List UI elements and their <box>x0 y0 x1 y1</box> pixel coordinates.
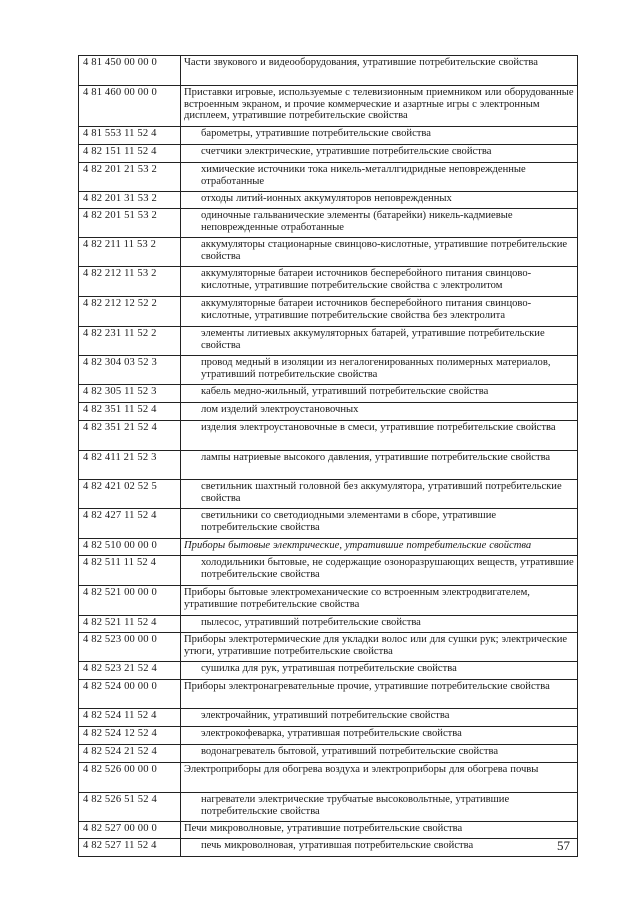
row-description: Приборы электротермические для укладки волос или для сушки рук; электрические утюги, утратившие потребительские свойства <box>181 633 578 662</box>
row-description: химические источники тока никель-металлгидридные неповрежденные отработанные <box>181 163 578 192</box>
table-row <box>79 556 578 586</box>
table-row <box>79 793 578 822</box>
row-code: 4 82 201 31 53 2 <box>79 192 181 209</box>
row-description: счетчики электрические, утратившие потребительские свойства <box>181 145 578 163</box>
row-code: 4 82 523 21 52 4 <box>79 662 181 680</box>
table-row <box>79 839 578 857</box>
row-description: Печи микроволновые, утратившие потребительские свойства <box>181 822 578 839</box>
table-row <box>79 267 578 297</box>
row-description: холодильники бытовые, не содержащие озоноразрушающих веществ, утратившие потребительские свойства <box>181 556 578 586</box>
row-description: лом изделий электроустановочных <box>181 403 578 421</box>
table-row <box>79 586 578 616</box>
row-description: Части звукового и видеооборудования, утратившие потребительские свойства <box>181 56 578 86</box>
table-row <box>79 633 578 662</box>
row-code: 4 82 524 00 00 0 <box>79 680 181 709</box>
row-description: нагреватели электрические трубчатые высоковольтные, утратившие потребительские свойства <box>181 793 578 822</box>
table-row <box>79 86 578 127</box>
row-description: барометры, утратившие потребительские свойства <box>181 127 578 145</box>
row-code: 4 82 524 21 52 4 <box>79 745 181 763</box>
table-row <box>79 56 578 86</box>
row-description: изделия электроустановочные в смеси, утратившие потребительские свойства <box>181 421 578 451</box>
row-description: аккумуляторы стационарные свинцово-кислотные, утратившие потребительские свойства <box>181 238 578 267</box>
table-row <box>79 297 578 327</box>
row-code: 4 82 526 00 00 0 <box>79 763 181 793</box>
row-description: электрочайник, утративший потребительские свойства <box>181 709 578 727</box>
row-code: 4 82 510 00 00 0 <box>79 539 181 556</box>
row-description: лампы натриевые высокого давления, утратившие потребительские свойства <box>181 451 578 480</box>
row-code: 4 82 427 11 52 4 <box>79 509 181 539</box>
row-code: 4 82 351 21 52 4 <box>79 421 181 451</box>
row-code: 4 82 411 21 52 3 <box>79 451 181 480</box>
row-code: 4 82 212 12 52 2 <box>79 297 181 327</box>
table-row <box>79 509 578 539</box>
row-description: светильники со светодиодными элементами в сборе, утратившие потребительские свойства <box>181 509 578 539</box>
row-code: 4 82 523 00 00 0 <box>79 633 181 662</box>
row-code: 4 82 527 00 00 0 <box>79 822 181 839</box>
row-code: 4 81 460 00 00 0 <box>79 86 181 127</box>
table-row <box>79 327 578 356</box>
table-row <box>79 209 578 238</box>
row-description: сушилка для рук, утратившая потребительские свойства <box>181 662 578 680</box>
table-row <box>79 662 578 680</box>
table-row <box>79 616 578 633</box>
table-row <box>79 145 578 163</box>
row-description: Приставки игровые, используемые с телевизионным приемником или оборудованные встроенным экраном, и прочие коммерческие и азартные игры с электронным дисплеем, утратившие потребительские свойства <box>181 86 578 127</box>
table-row <box>79 822 578 839</box>
row-description: печь микроволновая, утратившая потребительские свойства <box>181 839 578 857</box>
table-row <box>79 727 578 745</box>
row-description: отходы литий-ионных аккумуляторов неповрежденных <box>181 192 578 209</box>
row-description: провод медный в изоляции из негалогенированных полимерных материалов, утративший потребительские свойства <box>181 356 578 385</box>
row-code: 4 82 526 51 52 4 <box>79 793 181 822</box>
table-row <box>79 539 578 556</box>
row-description: кабель медно-жильный, утративший потребительские свойства <box>181 385 578 403</box>
row-description: светильник шахтный головной без аккумулятора, утративший потребительские свойства <box>181 480 578 509</box>
row-code: 4 82 421 02 52 5 <box>79 480 181 509</box>
row-code: 4 81 553 11 52 4 <box>79 127 181 145</box>
table-row <box>79 356 578 385</box>
table-row <box>79 421 578 451</box>
row-code: 4 82 524 12 52 4 <box>79 727 181 745</box>
row-code: 4 82 305 11 52 3 <box>79 385 181 403</box>
row-description: Приборы бытовые электрические, утратившие потребительские свойства <box>181 539 578 556</box>
table-row <box>79 709 578 727</box>
row-description: элементы литиевых аккумуляторных батарей, утратившие потребительские свойства <box>181 327 578 356</box>
row-code: 4 82 351 11 52 4 <box>79 403 181 421</box>
row-description: электрокофеварка, утратившая потребительские свойства <box>181 727 578 745</box>
table-row <box>79 403 578 421</box>
row-code: 4 82 521 11 52 4 <box>79 616 181 633</box>
row-description: аккумуляторные батареи источников бесперебойного питания свинцово-кислотные, утратившие потребительские свойства без электролита <box>181 297 578 327</box>
table-row <box>79 163 578 192</box>
table-row <box>79 192 578 209</box>
row-description: одиночные гальванические элементы (батарейки) никель-кадмиевые неповрежденные отработанные <box>181 209 578 238</box>
table-row <box>79 680 578 709</box>
row-description: Приборы бытовые электромеханические со встроенным электродвигателем, утратившие потребительские свойства <box>181 586 578 616</box>
table-body <box>79 56 578 857</box>
row-description: пылесос, утративший потребительские свойства <box>181 616 578 633</box>
table-row <box>79 238 578 267</box>
row-description: водонагреватель бытовой, утративший потребительские свойства <box>181 745 578 763</box>
row-description: Электроприборы для обогрева воздуха и электроприборы для обогрева почвы <box>181 763 578 793</box>
table-row <box>79 745 578 763</box>
table-row <box>79 480 578 509</box>
waste-classification-table <box>78 55 578 857</box>
table-row <box>79 451 578 480</box>
page-number: 57 <box>557 838 570 853</box>
table-row <box>79 763 578 793</box>
row-description: аккумуляторные батареи источников бесперебойного питания свинцово-кислотные, утратившие потребительские свойства с электролитом <box>181 267 578 297</box>
row-code: 4 81 450 00 00 0 <box>79 56 181 86</box>
row-code: 4 82 524 11 52 4 <box>79 709 181 727</box>
row-code: 4 82 211 11 53 2 <box>79 238 181 267</box>
row-code: 4 82 201 21 53 2 <box>79 163 181 192</box>
row-description: Приборы электронагревательные прочие, утратившие потребительские свойства <box>181 680 578 709</box>
row-code: 4 82 151 11 52 4 <box>79 145 181 163</box>
row-code: 4 82 527 11 52 4 <box>79 839 181 857</box>
row-code: 4 82 231 11 52 2 <box>79 327 181 356</box>
row-code: 4 82 521 00 00 0 <box>79 586 181 616</box>
row-code: 4 82 511 11 52 4 <box>79 556 181 586</box>
row-code: 4 82 304 03 52 3 <box>79 356 181 385</box>
table-row <box>79 127 578 145</box>
table-row <box>79 385 578 403</box>
row-code: 4 82 201 51 53 2 <box>79 209 181 238</box>
row-code: 4 82 212 11 53 2 <box>79 267 181 297</box>
